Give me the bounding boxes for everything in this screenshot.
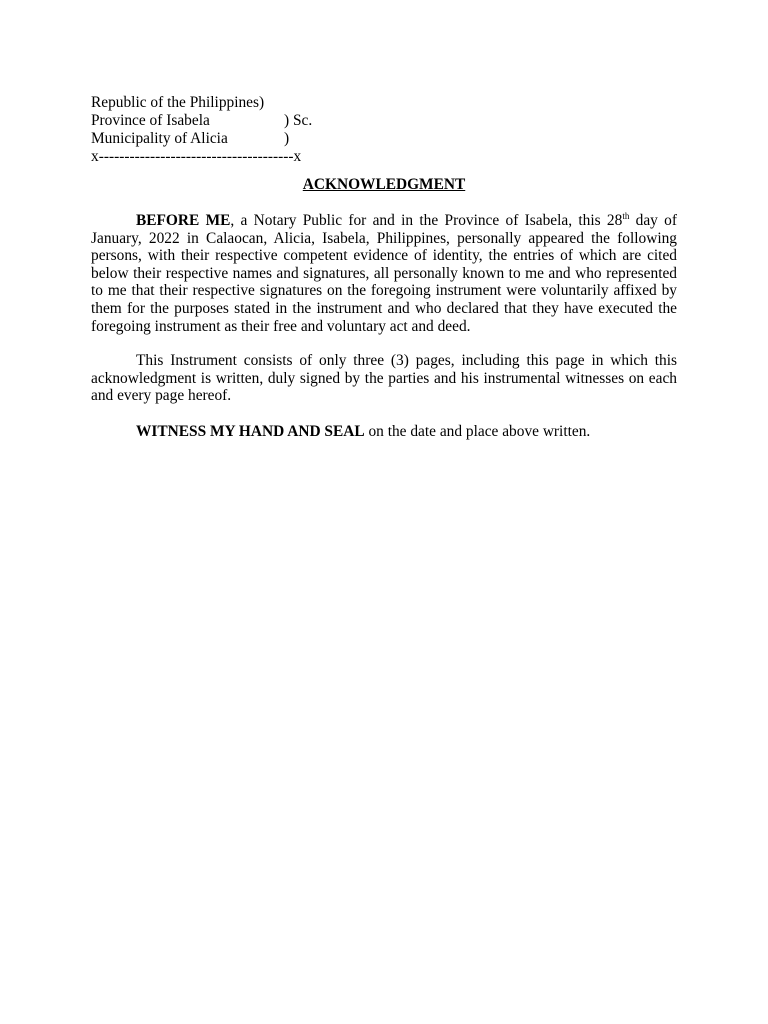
venue-block <box>91 94 677 166</box>
ordinal-suffix: th <box>622 211 630 221</box>
venue-republic: Republic of the Philippines) <box>91 94 265 111</box>
venue-municipality: Municipality of Alicia <box>91 130 228 147</box>
witness-text: on the date and place above written. <box>364 422 591 440</box>
paragraph-witness <box>91 423 677 441</box>
before-me-text-1: , a Notary Public for and in the Province of Isabela, this 28 <box>230 212 623 229</box>
before-me-text-2: day of January, 2022 in Calaocan, Alicia, Isabela, Philippines, personally appeared the following persons, with their respective competent evidence of identity, the entries of which are cited below their respective names and signatures, all personally known to me and who represented to me that their respective signatures on the foregoing instrument were voluntarily affixed by them for the purposes stated in the instrument and who declared that they have executed the foregoing instrument as their free and voluntary act and deed. <box>91 212 677 335</box>
venue-province: Province of Isabela <box>91 112 210 129</box>
before-me-lead: BEFORE ME <box>136 212 231 229</box>
witness-lead: WITNESS MY HAND AND SEAL <box>136 422 365 440</box>
venue-line-province <box>91 112 677 130</box>
paragraph-before-me <box>91 212 677 335</box>
venue-separator: x--------------------------------------x <box>91 148 302 165</box>
venue-sc: ) Sc. <box>284 112 313 129</box>
venue-line-republic <box>91 94 677 112</box>
document-body <box>91 94 677 441</box>
venue-paren: ) <box>284 130 290 147</box>
paragraph-instrument-pages: This Instrument consists of only three (3) pages, including this page in which this acknowledgment is written, duly signed by the parties and his instrumental witnesses on each and every page hereof. <box>91 352 677 405</box>
venue-line-municipality <box>91 130 677 148</box>
document-title: ACKNOWLEDGMENT <box>302 176 466 193</box>
